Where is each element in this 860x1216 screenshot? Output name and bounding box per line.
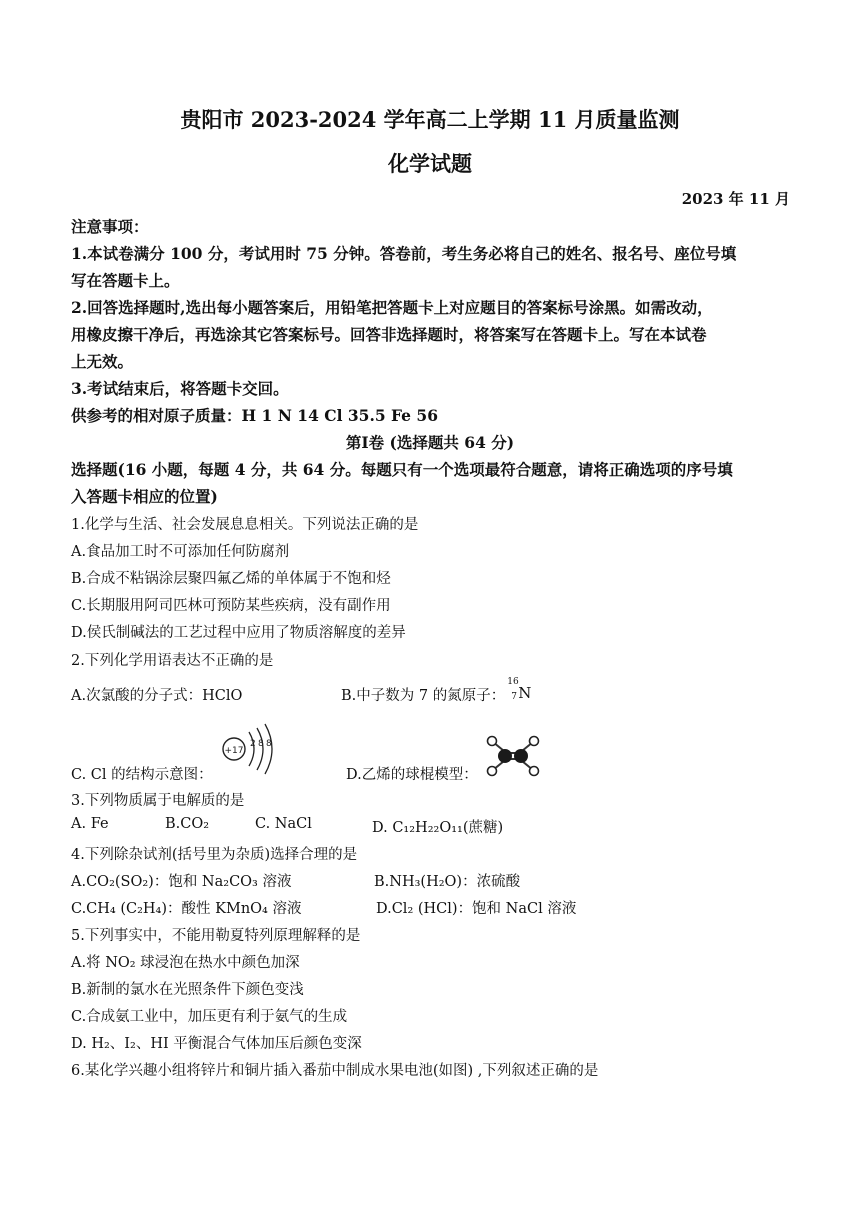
q5-option-b: B.新制的氯水在光照条件下颜色变浅 [71, 982, 304, 998]
section-instructions-line-1: 选择题(16 小题，每题 4 分，共 64 分。每题只有一个选项最符合题意，请将正确选项的序号填 [71, 460, 733, 479]
svg-text:8: 8 [258, 739, 264, 749]
q5-option-d: D. H₂、I₂、HI 平衡混合气体加压后颜色变深 [71, 1036, 362, 1052]
notice-item-3: 3.考试结束后，将答题卡交回。 [71, 379, 289, 398]
q5-option-c: C.合成氨工业中，加压更有利于氨气的生成 [71, 1009, 348, 1025]
q1-stem: 1.化学与生活、社会发展息息相关。下列说法正确的是 [71, 517, 419, 533]
q3-option-b: B.CO₂ [165, 816, 210, 832]
notice-item-2-line-1: 2.回答选择题时,选出每小题答案后，用铅笔把答题卡上对应题目的答案标号涂黑。如需改动， [71, 298, 713, 317]
exam-title: 贵阳市 2023-2024 学年高二上学期 11 月质量监测 [180, 107, 680, 132]
q4-option-d: D.Cl₂ (HCl)：饱和 NaCl 溶液 [376, 901, 577, 917]
q4-option-b: B.NH₃(H₂O)：浓硫酸 [374, 874, 521, 890]
q2-option-d: D.乙烯的球棍模型： [346, 767, 478, 783]
q2-option-c: C. Cl 的结构示意图： [71, 767, 213, 783]
q2-stem: 2.下列化学用语表达不正确的是 [71, 653, 274, 669]
q1-option-b: B.合成不粘锅涂层聚四氟乙烯的单体属于不饱和烃 [71, 571, 391, 587]
q1-option-a: A.食品加工时不可添加任何防腐剂 [71, 544, 290, 560]
q2-option-b-label: B.中子数为 7 的氮原子： [341, 688, 506, 704]
q2-option-b [341, 677, 539, 705]
q2-option-a: A.次氯酸的分子式：HClO [71, 688, 243, 704]
exam-date: 2023 年 11 月 [681, 190, 790, 208]
q5-option-a: A.将 NO₂ 球浸泡在热水中颜色加深 [71, 955, 300, 971]
notice-item-1-line-1: 1.本试卷满分 100 分，考试用时 75 分钟。答卷前，考生务必将自己的姓名、报名号、座位号填 [71, 244, 737, 263]
q3-option-c: C. NaCl [255, 816, 312, 832]
svg-text:2: 2 [250, 739, 256, 749]
q3-option-a: A. Fe [71, 816, 109, 832]
q3-stem: 3.下列物质属于电解质的是 [71, 793, 245, 809]
q1-option-d: D.侯氏制碱法的工艺过程中应用了物质溶解度的差异 [71, 625, 406, 641]
q4-stem: 4.下列除杂试剂(括号里为杂质)选择合理的是 [71, 847, 358, 863]
notice-item-2-line-2: 用橡皮擦干净后，再选涂其它答案标号。回答非选择题时，将答案写在答题卡上。写在本试卷 [71, 325, 707, 344]
q3-option-d: D. C₁₂H₂₂O₁₁(蔗糖) [372, 820, 504, 836]
svg-text:8: 8 [266, 739, 272, 749]
q4-option-a: A.CO₂(SO₂)：饱和 Na₂CO₃ 溶液 [71, 874, 292, 890]
section-instructions-line-2: 入答题卡相应的位置) [71, 487, 218, 506]
atomic-mass-reference: 供参考的相对原子质量：H 1 N 14 Cl 35.5 Fe 56 [71, 406, 439, 425]
notice-item-2-line-3: 上无效。 [71, 352, 134, 371]
chlorine-atomic-structure-diagram [213, 722, 281, 778]
svg-text:+17: +17 [224, 746, 244, 756]
notice-heading: 注意事项： [71, 217, 149, 236]
q6-stem: 6.某化学兴趣小组将锌片和铜片插入番茄中制成水果电池(如图) ,下列叙述正确的是 [71, 1063, 599, 1079]
q5-stem: 5.下列事实中，不能用勒夏特列原理解释的是 [71, 928, 361, 944]
q4-option-c: C.CH₄ (C₂H₄)：酸性 KMnO₄ 溶液 [71, 901, 302, 917]
nitrogen-isotope-symbol: 16 7 N [507, 677, 532, 702]
notice-item-1-line-2: 写在答题卡上。 [71, 271, 180, 290]
exam-subtitle: 化学试题 [388, 151, 472, 176]
ethylene-ball-stick-model [485, 735, 541, 777]
q1-option-c: C.长期服用阿司匹林可预防某些疾病，没有副作用 [71, 598, 391, 614]
section-title: 第Ⅰ卷 (选择题共 64 分) [345, 433, 515, 452]
